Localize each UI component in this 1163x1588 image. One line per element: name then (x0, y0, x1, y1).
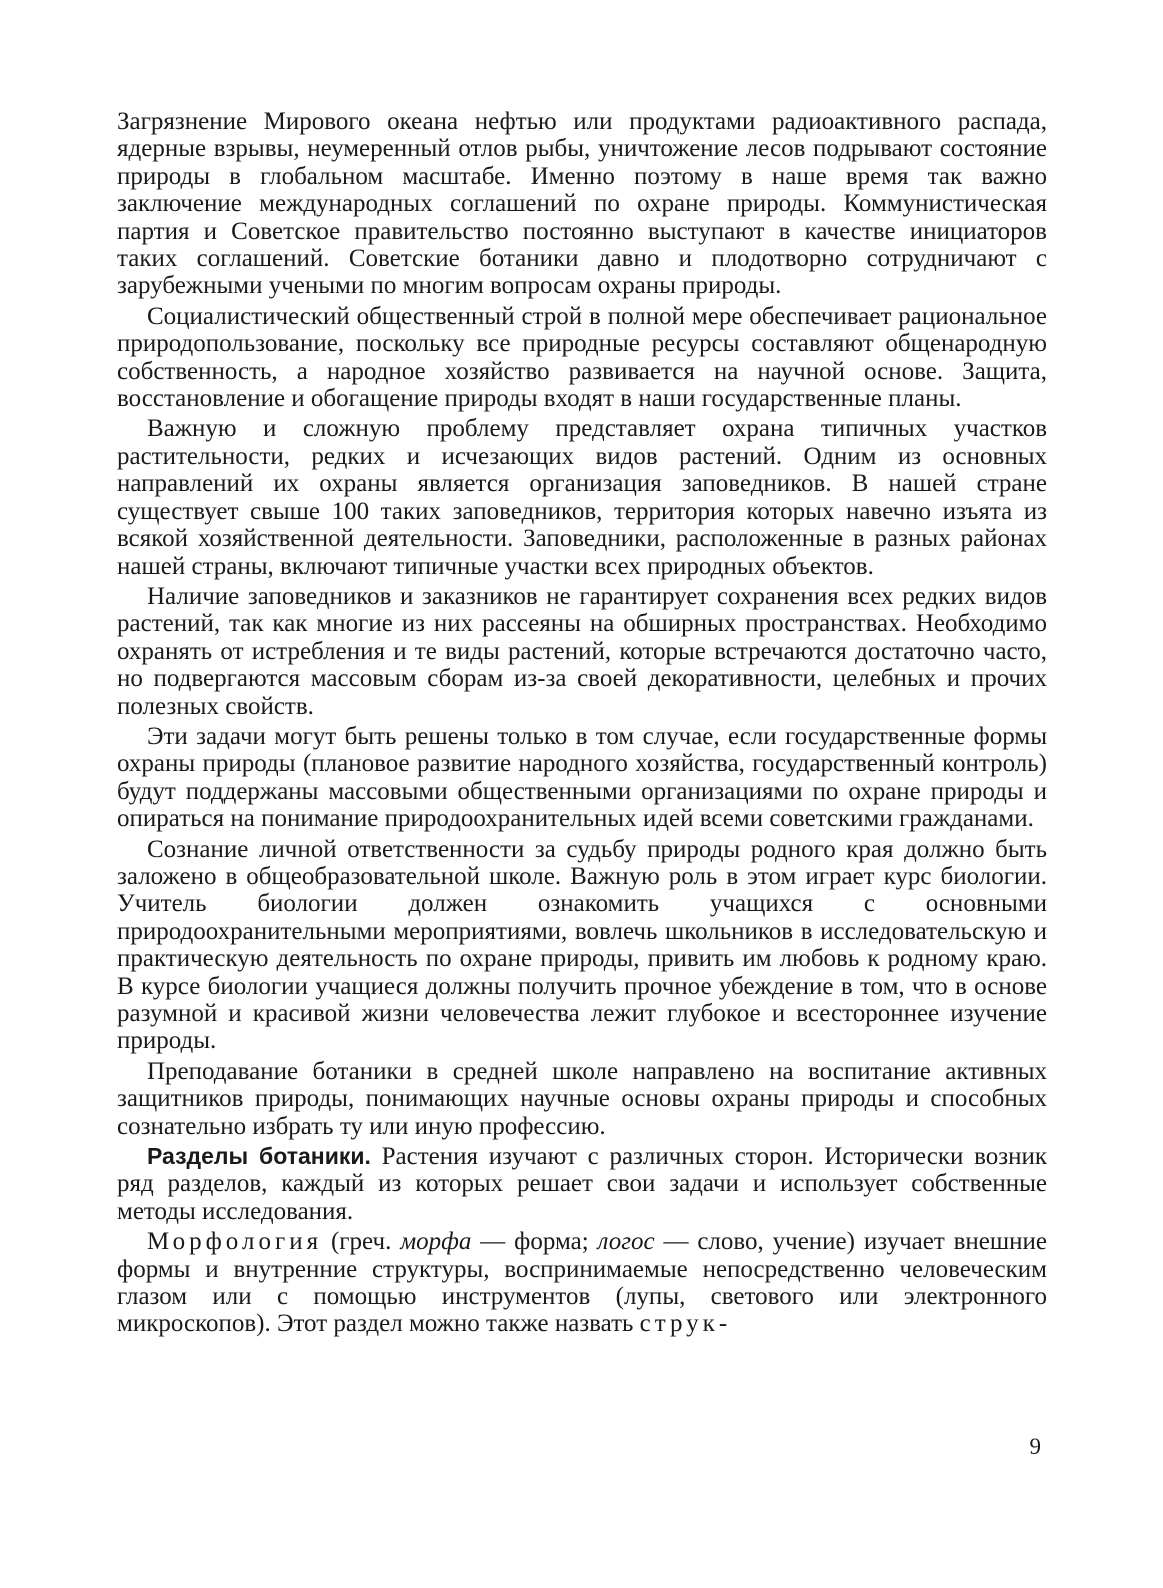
term-logos: логос (597, 1228, 655, 1256)
body-text (117, 108, 1047, 1338)
morphology-text-a: (греч. (322, 1228, 401, 1256)
term-morphology: Морфология (147, 1228, 323, 1256)
paragraph-rare-species: Наличие заповедников и заказников не гарантирует сохранения всех редких видов растений, так как многие из них рассеяны на обширных пространствах. Необходимо охранять от истребления и те виды растений, которые встречаются достаточно часто, но подвергаются массовым сборам из-за своей декоративности, целебных и прочих полезных свойств. (117, 582, 1047, 720)
paragraph-morphology (117, 1228, 1047, 1338)
term-morpha: морфа (400, 1228, 472, 1256)
term-structural: струк- (639, 1310, 732, 1338)
paragraph-school-responsibility: Сознание личной ответственности за судьбу природы родного края должно быть заложено в общеобразовательной школе. Важную роль в этом играет курс биологии. Учитель биологии должен ознакомить учащихся с основными природоохранительными мероприятиями, вовлечь школьников в исследовательскую и практическую деятельность по охране природы, привить им любовь к родному краю. В курсе биологии учащиеся должны получить прочное убеждение в том, что в основе разумной и красивой жизни человечества лежит глубокое и всестороннее изучение природы. (117, 835, 1047, 1055)
paragraph-socialist-system: Социалистический общественный строй в полной мере обеспечивает рациональное природопользование, поскольку все природные ресурсы составляют общенародную собственность, а народное хозяйство развивается на научной основе. Защита, восстановление и обогащение природы входят в наши государственные планы. (117, 302, 1047, 413)
section-intro-text: Растения изучают с различных сторон. Исторически возник ряд разделов, каждый из которых решает свои задачи и использует собственные методы исследования. (117, 1143, 1047, 1225)
paragraph-teaching-botany: Преподавание ботаники в средней школе направлено на воспитание активных защитников природы, понимающих научные основы охраны природы и способных сознательно избрать ту или иную профессию. (117, 1057, 1047, 1140)
page-number: 9 (1029, 1434, 1041, 1459)
paragraph-botany-sections (117, 1143, 1047, 1225)
morphology-text-b: — форма; (471, 1228, 598, 1256)
paragraph-reserves: Важную и сложную проблему представляет охрана типичных участков растительности, редких и исчезающих видов растений. Одним из основных направлений их охраны является организация заповедников. В нашей стране существует свыше 100 таких заповедников, территория которых навечно изъята из всякой хозяйственной деятельности. Заповедники, расположенные в разных районах нашей страны, включают типичные участки всех природных объектов. (117, 415, 1047, 580)
paragraph-tasks: Эти задачи могут быть решены только в том случае, если государственные формы охраны природы (плановое развитие народного хозяйства, государственный контроль) будут поддержаны массовыми общественными организациями по охране природы и опираться на понимание природоохранительных идей всеми советскими гражданами. (117, 722, 1047, 833)
paragraph-ocean-pollution: Загрязнение Мирового океана нефтью или продуктами радиоактивного распада, ядерные взрывы, неумеренный отлов рыбы, уничтожение лесов подрывают состояние природы в глобальном масштабе. Именно поэтому в наше время так важно заключение международных соглашений по охране природы. Коммунистическая партия и Советское правительство постоянно выступают в качестве инициаторов таких соглашений. Советские ботаники давно и плодотворно сотрудничают с зарубежными учеными по многим вопросам охраны природы. (117, 108, 1047, 300)
section-heading: Разделы ботаники. (147, 1143, 371, 1170)
morphology-text-c: — слово, учение) изучает внешние формы и внутренние структуры, воспринимаемые непосредственно человеческим глазом или с помощью инструментов (лупы, светового или электронного микроскопов). Этот раздел можно также назвать (117, 1228, 1048, 1338)
